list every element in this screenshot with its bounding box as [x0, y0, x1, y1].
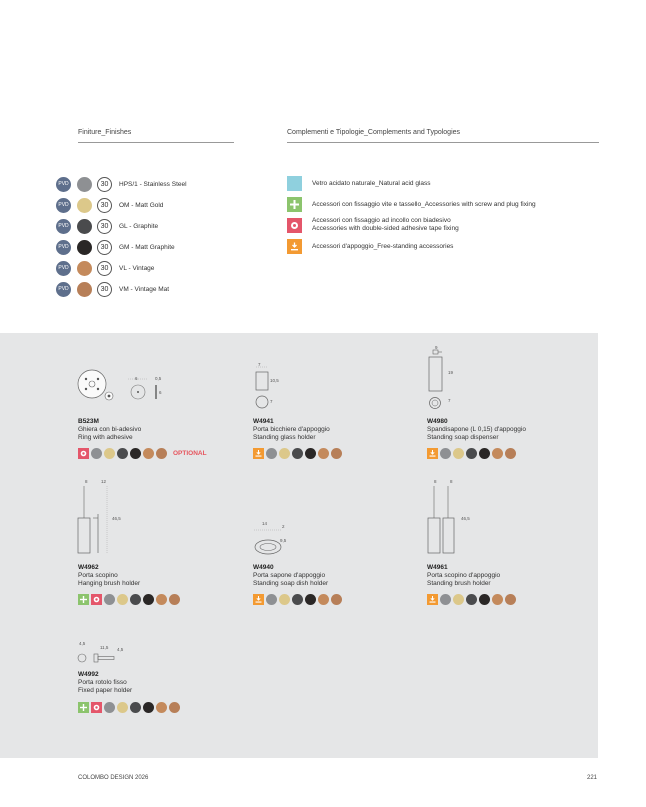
- finish-dot: [505, 594, 516, 605]
- finish-label: HPS/1 - Stainless Steel: [119, 180, 187, 188]
- free-standing-icon: [427, 594, 438, 605]
- finish-dot: [440, 448, 451, 459]
- soap-dispenser-drawing: [424, 343, 464, 413]
- pvd-badge: PVD: [56, 177, 71, 192]
- pvd-badge: PVD: [56, 219, 71, 234]
- product-caption: [253, 564, 328, 588]
- finish-row: [56, 281, 169, 297]
- screw-plug-fixing-icon: [287, 197, 302, 212]
- finish-dot: [130, 594, 141, 605]
- free-standing-icon: [287, 239, 302, 254]
- product-caption: [427, 564, 500, 588]
- complements-section-title: Complementi e Tipologie_Complements and Typologies: [287, 129, 461, 136]
- free-standing-icon: [427, 448, 438, 459]
- finish-dot: [492, 448, 503, 459]
- product-code: W4940: [253, 564, 274, 571]
- product-name-en: Standing glass holder: [253, 434, 316, 441]
- legend-text: Accessori d'appoggio_Free-standing accessories: [312, 242, 454, 250]
- product-finishes: [427, 448, 518, 459]
- product-finishes: [78, 702, 182, 713]
- finish-swatch: [77, 198, 92, 213]
- warranty-30-icon: 30: [97, 282, 112, 297]
- legend-text: Vetro acidato naturale_Natural acid glass: [312, 179, 431, 187]
- dimension-label: 46,5: [112, 516, 121, 521]
- dimension-label: 12: [101, 479, 107, 484]
- dimension-label: 8: [450, 479, 453, 484]
- finish-dot: [91, 448, 102, 459]
- product-finishes: [427, 594, 518, 605]
- product-name-it: Spandisapone (L 0,15) d'appoggio: [427, 426, 526, 433]
- finish-row: [56, 176, 187, 192]
- finish-dot: [440, 594, 451, 605]
- finish-swatch: [77, 219, 92, 234]
- legend-text: Accessori con fissaggio ad incollo con biadesivo: [312, 217, 451, 224]
- finish-dot: [156, 594, 167, 605]
- finish-dot: [466, 594, 477, 605]
- product-caption: [78, 671, 132, 695]
- finish-swatch: [77, 282, 92, 297]
- product-code: B523M: [78, 418, 99, 425]
- finish-dot: [156, 702, 167, 713]
- dimension-label: 7: [448, 398, 451, 403]
- product-code: W4980: [427, 418, 448, 425]
- product-code: W4941: [253, 418, 274, 425]
- warranty-30-icon: 30: [97, 177, 112, 192]
- dimension-label: 8: [434, 479, 437, 484]
- product-caption: [78, 564, 140, 588]
- finishes-section-title: Finiture_Finishes: [78, 129, 132, 136]
- dimension-label: 14: [262, 521, 268, 526]
- dimension-label: 6: [135, 376, 138, 381]
- dimension-label: 11,5: [100, 645, 109, 650]
- finish-dot: [104, 448, 115, 459]
- dimension-label: 7: [258, 362, 261, 367]
- product-finishes: [253, 448, 344, 459]
- product-caption: [253, 418, 330, 442]
- dimension-label: 2: [282, 524, 285, 529]
- adhesive-tape-icon: [287, 218, 302, 233]
- product-finishes: [78, 594, 182, 605]
- finish-label: GL - Graphite: [119, 222, 159, 230]
- product-name-en: Standing soap dispenser: [427, 434, 499, 441]
- product-name-it: Porta scopino: [78, 572, 118, 579]
- finish-dot: [331, 594, 342, 605]
- dimension-label: 19: [448, 370, 454, 375]
- finish-dot: [156, 448, 167, 459]
- finish-dot: [305, 448, 316, 459]
- pvd-badge: PVD: [56, 282, 71, 297]
- product-name-it: Porta scopino d'appoggio: [427, 572, 501, 579]
- ring-adhesive-drawing: [75, 365, 170, 410]
- dimension-label: 10,5: [270, 378, 279, 383]
- screw-plug-fixing-icon: [78, 702, 89, 713]
- finish-dot: [117, 448, 128, 459]
- finish-row: [56, 260, 154, 276]
- complements-divider: [287, 142, 599, 143]
- product-name-it: Porta sapone d'appoggio: [253, 572, 326, 579]
- finish-dot: [143, 448, 154, 459]
- dimension-label: 9: [435, 345, 438, 350]
- finish-swatch: [77, 240, 92, 255]
- finish-dot: [453, 448, 464, 459]
- finishes-divider: [78, 142, 234, 143]
- finish-dot: [479, 594, 490, 605]
- finish-dot: [492, 594, 503, 605]
- pvd-badge: PVD: [56, 240, 71, 255]
- dimension-label: 6: [159, 390, 162, 395]
- legend-item: [287, 197, 536, 212]
- warranty-30-icon: 30: [97, 261, 112, 276]
- dimension-label: 7: [270, 399, 273, 404]
- finish-row: [56, 197, 163, 213]
- footer-brand: COLOMBO DESIGN 2026: [78, 775, 149, 781]
- screw-plug-fixing-icon: [78, 594, 89, 605]
- glass-square-icon: [287, 176, 302, 191]
- free-standing-icon: [253, 594, 264, 605]
- finish-dot: [505, 448, 516, 459]
- finish-dot: [479, 448, 490, 459]
- product-caption: [427, 418, 526, 442]
- product-caption: [78, 418, 141, 442]
- product-name-en: Standing soap dish holder: [253, 580, 329, 587]
- finish-label: GM - Matt Graphite: [119, 243, 175, 251]
- warranty-30-icon: 30: [97, 240, 112, 255]
- finish-dot: [130, 448, 141, 459]
- finish-dot: [104, 702, 115, 713]
- dimension-label: 9,5: [280, 538, 287, 543]
- free-standing-icon: [253, 448, 264, 459]
- finish-dot: [117, 702, 128, 713]
- finish-dot: [279, 594, 290, 605]
- finish-dot: [130, 702, 141, 713]
- finish-dot: [169, 594, 180, 605]
- finish-dot: [117, 594, 128, 605]
- legend-text: Accessories with double-sided adhesive tape fixing: [312, 225, 459, 232]
- product-name-it: Porta rotolo fisso: [78, 679, 127, 686]
- dimension-label: 8: [85, 479, 88, 484]
- warranty-30-icon: 30: [97, 219, 112, 234]
- finish-swatch: [77, 261, 92, 276]
- product-code: W4961: [427, 564, 448, 571]
- warranty-30-icon: 30: [97, 198, 112, 213]
- product-name-it: Ghiera con bi-adesivo: [78, 426, 142, 433]
- dimension-label: 0,5: [155, 376, 162, 381]
- dimension-label: 4,5: [117, 647, 124, 652]
- finish-dot: [169, 702, 180, 713]
- product-name-en: Ring with adhesive: [78, 434, 133, 441]
- dimension-label: 46,5: [461, 516, 470, 521]
- product-code: W4992: [78, 671, 99, 678]
- pvd-badge: PVD: [56, 198, 71, 213]
- product-name-en: Standing brush holder: [427, 580, 491, 587]
- adhesive-tape-icon: [78, 448, 89, 459]
- adhesive-tape-icon: [91, 702, 102, 713]
- finish-dot: [266, 448, 277, 459]
- product-finishes: [253, 594, 344, 605]
- glass-holder-drawing: [252, 362, 282, 412]
- finish-dot: [305, 594, 316, 605]
- finish-dot: [453, 594, 464, 605]
- pvd-badge: PVD: [56, 261, 71, 276]
- finish-label: OM - Matt Gold: [119, 201, 164, 209]
- legend-item: [287, 217, 459, 233]
- finish-dot: [143, 594, 154, 605]
- finish-dot: [104, 594, 115, 605]
- finish-dot: [143, 702, 154, 713]
- legend-text: Accessori con fissaggio vite e tassello_Accessories with screw and plug fixing: [312, 200, 536, 208]
- finish-label: VM - Vintage Mat: [119, 285, 170, 293]
- finish-row: [56, 218, 158, 234]
- finish-dot: [279, 448, 290, 459]
- product-code: W4962: [78, 564, 99, 571]
- adhesive-tape-icon: [91, 594, 102, 605]
- finish-row: [56, 239, 175, 255]
- finish-dot: [331, 448, 342, 459]
- product-finishes: [78, 448, 207, 459]
- finish-dot: [318, 594, 329, 605]
- dimension-label: 4,5: [79, 641, 86, 646]
- finish-dot: [292, 448, 303, 459]
- legend-item: [287, 239, 453, 254]
- finish-dot: [266, 594, 277, 605]
- legend-item: [287, 176, 431, 191]
- product-name-en: Fixed paper holder: [78, 687, 133, 694]
- finish-swatch: [77, 177, 92, 192]
- optional-label: OPTIONAL: [173, 450, 207, 457]
- finish-label: VL - Vintage: [119, 264, 155, 272]
- finish-dot: [318, 448, 329, 459]
- finish-dot: [292, 594, 303, 605]
- product-name-en: Hanging brush holder: [78, 580, 141, 587]
- product-name-it: Porta bicchiere d'appoggio: [253, 426, 330, 433]
- page-number: 221: [587, 775, 598, 781]
- finish-dot: [466, 448, 477, 459]
